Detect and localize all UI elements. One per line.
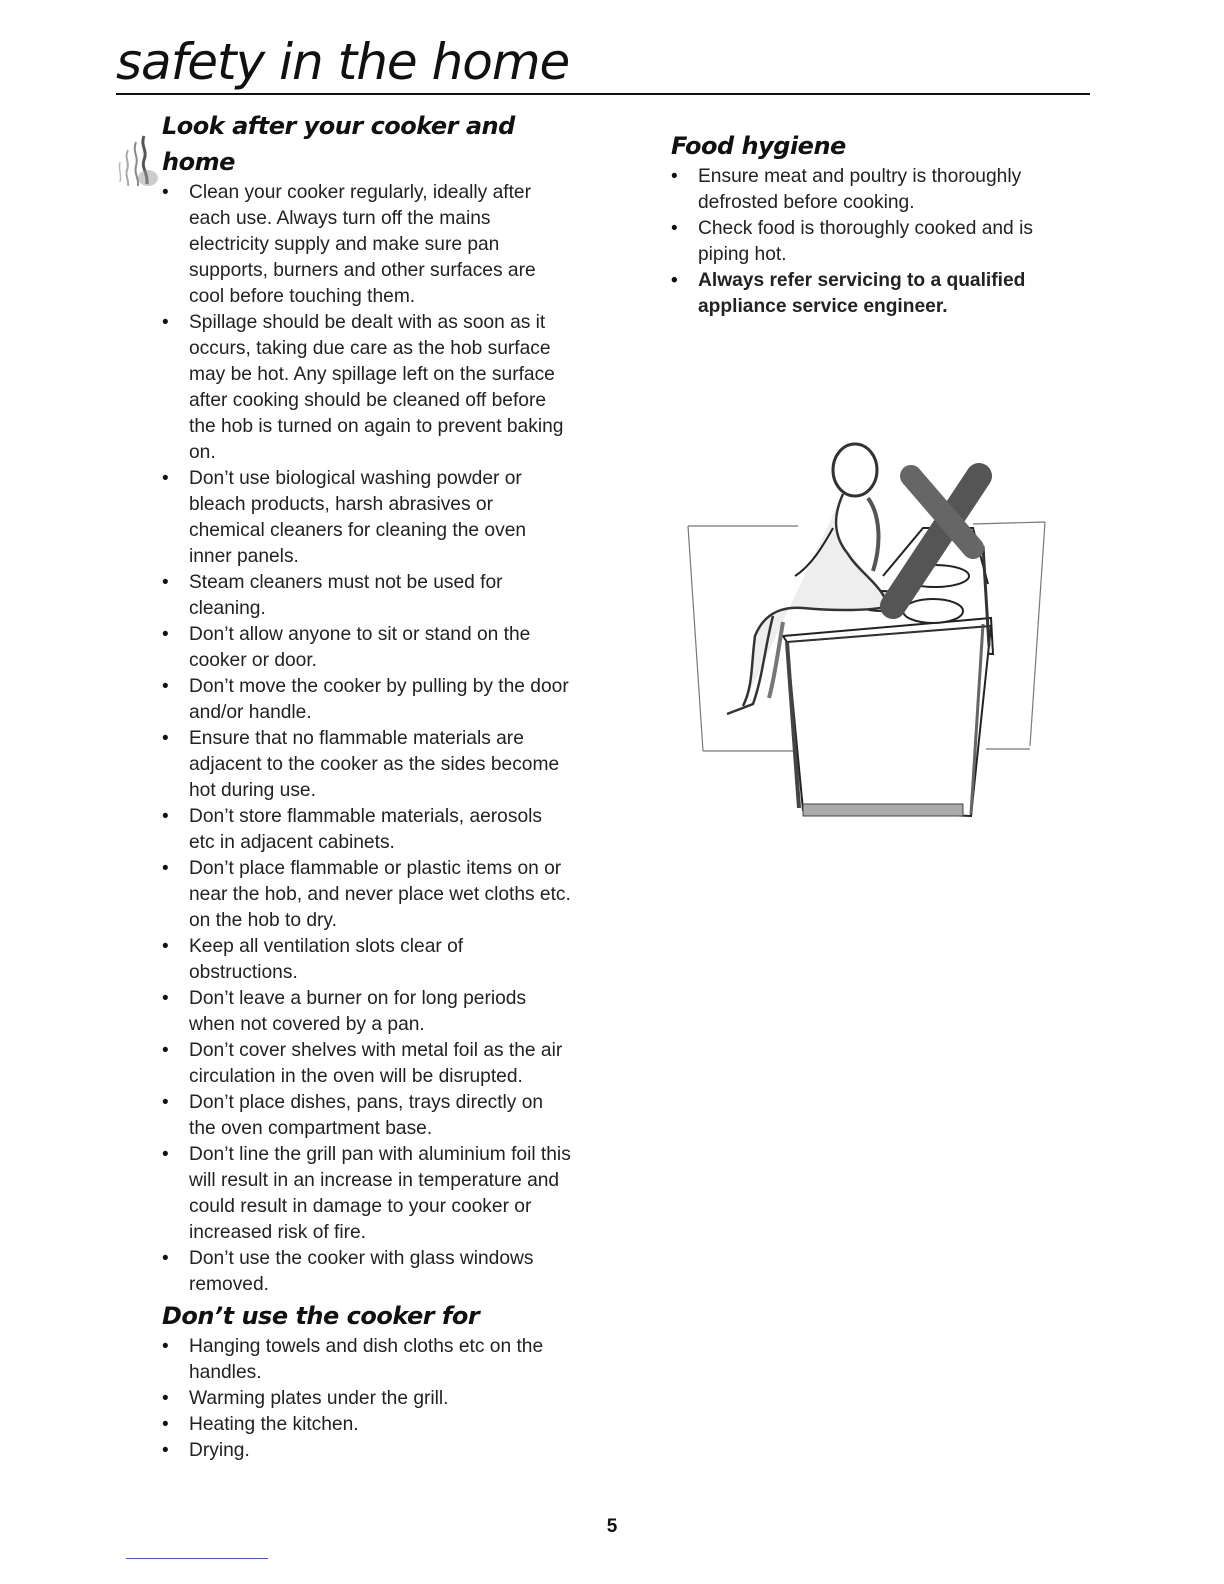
look-after-list	[162, 180, 572, 1298]
look-after-heading: Look after your cooker and home	[162, 112, 515, 176]
list-item: • Clean your cooker regularly, ideally after each use. Always turn off the mains electricity supply and make sure pan supports, burners and other surfaces are cool before touching them.	[162, 180, 572, 310]
dont-use-list	[162, 1334, 572, 1464]
list-item: • Don’t place flammable or plastic items on or near the hob, and never place wet cloths etc. on the hob to dry.	[162, 856, 572, 934]
service-note-list	[671, 268, 1071, 320]
list-item: • Don’t move the cooker by pulling by the door and/or handle.	[162, 674, 572, 726]
list-item: • Steam cleaners must not be used for cleaning.	[162, 570, 572, 622]
title-rule	[116, 93, 1090, 95]
dont-use-heading: Don’t use the cooker for	[162, 1302, 480, 1330]
page-number: 5	[606, 1516, 618, 1537]
list-item: • Don’t line the grill pan with aluminium foil this will result in an increase in temperature and could result in damage to your cooker or increased risk of fire.	[162, 1142, 572, 1246]
service-note: • Always refer servicing to a qualified appliance service engineer.	[671, 268, 1071, 320]
person-sitting-on-cooker-crossed-out-icon	[683, 436, 1053, 828]
list-item: • Don’t use biological washing powder or bleach products, harsh abrasives or chemical cleaners for cleaning the oven inner panels.	[162, 466, 572, 570]
list-item: • Keep all ventilation slots clear of obstructions.	[162, 934, 572, 986]
food-hygiene-list	[671, 164, 1071, 268]
list-item: • Don’t leave a burner on for long periods when not covered by a pan.	[162, 986, 572, 1038]
list-item: • Don’t place dishes, pans, trays directly on the oven compartment base.	[162, 1090, 572, 1142]
flame-hand-icon	[114, 132, 162, 192]
list-item: • Check food is thoroughly cooked and is piping hot.	[671, 216, 1071, 268]
left-column	[162, 108, 572, 1464]
list-item: • Don’t use the cooker with glass windows removed.	[162, 1246, 572, 1298]
list-item: • Don’t cover shelves with metal foil as the air circulation in the oven will be disrupted.	[162, 1038, 572, 1090]
list-item: • Don’t store flammable materials, aerosols etc in adjacent cabinets.	[162, 804, 572, 856]
list-item: • Spillage should be dealt with as soon as it occurs, taking due care as the hob surface may be hot. Any spillage left on the surface after cooking should be cleaned off before the hob is turned on again to prevent baking on.	[162, 310, 572, 466]
list-item: • Hanging towels and dish cloths etc on the handles.	[162, 1334, 572, 1386]
bottom-divider	[126, 1558, 268, 1559]
list-item: • Drying.	[162, 1438, 572, 1464]
list-item: • Warming plates under the grill.	[162, 1386, 572, 1412]
food-hygiene-heading: Food hygiene	[671, 132, 846, 160]
list-item: • Don’t allow anyone to sit or stand on the cooker or door.	[162, 622, 572, 674]
page-title: safety in the home	[116, 33, 570, 91]
list-item: • Ensure that no flammable materials are adjacent to the cooker as the sides become hot during use.	[162, 726, 572, 804]
list-item: • Ensure meat and poultry is thoroughly defrosted before cooking.	[671, 164, 1071, 216]
right-column	[671, 128, 1071, 320]
list-item: • Heating the kitchen.	[162, 1412, 572, 1438]
